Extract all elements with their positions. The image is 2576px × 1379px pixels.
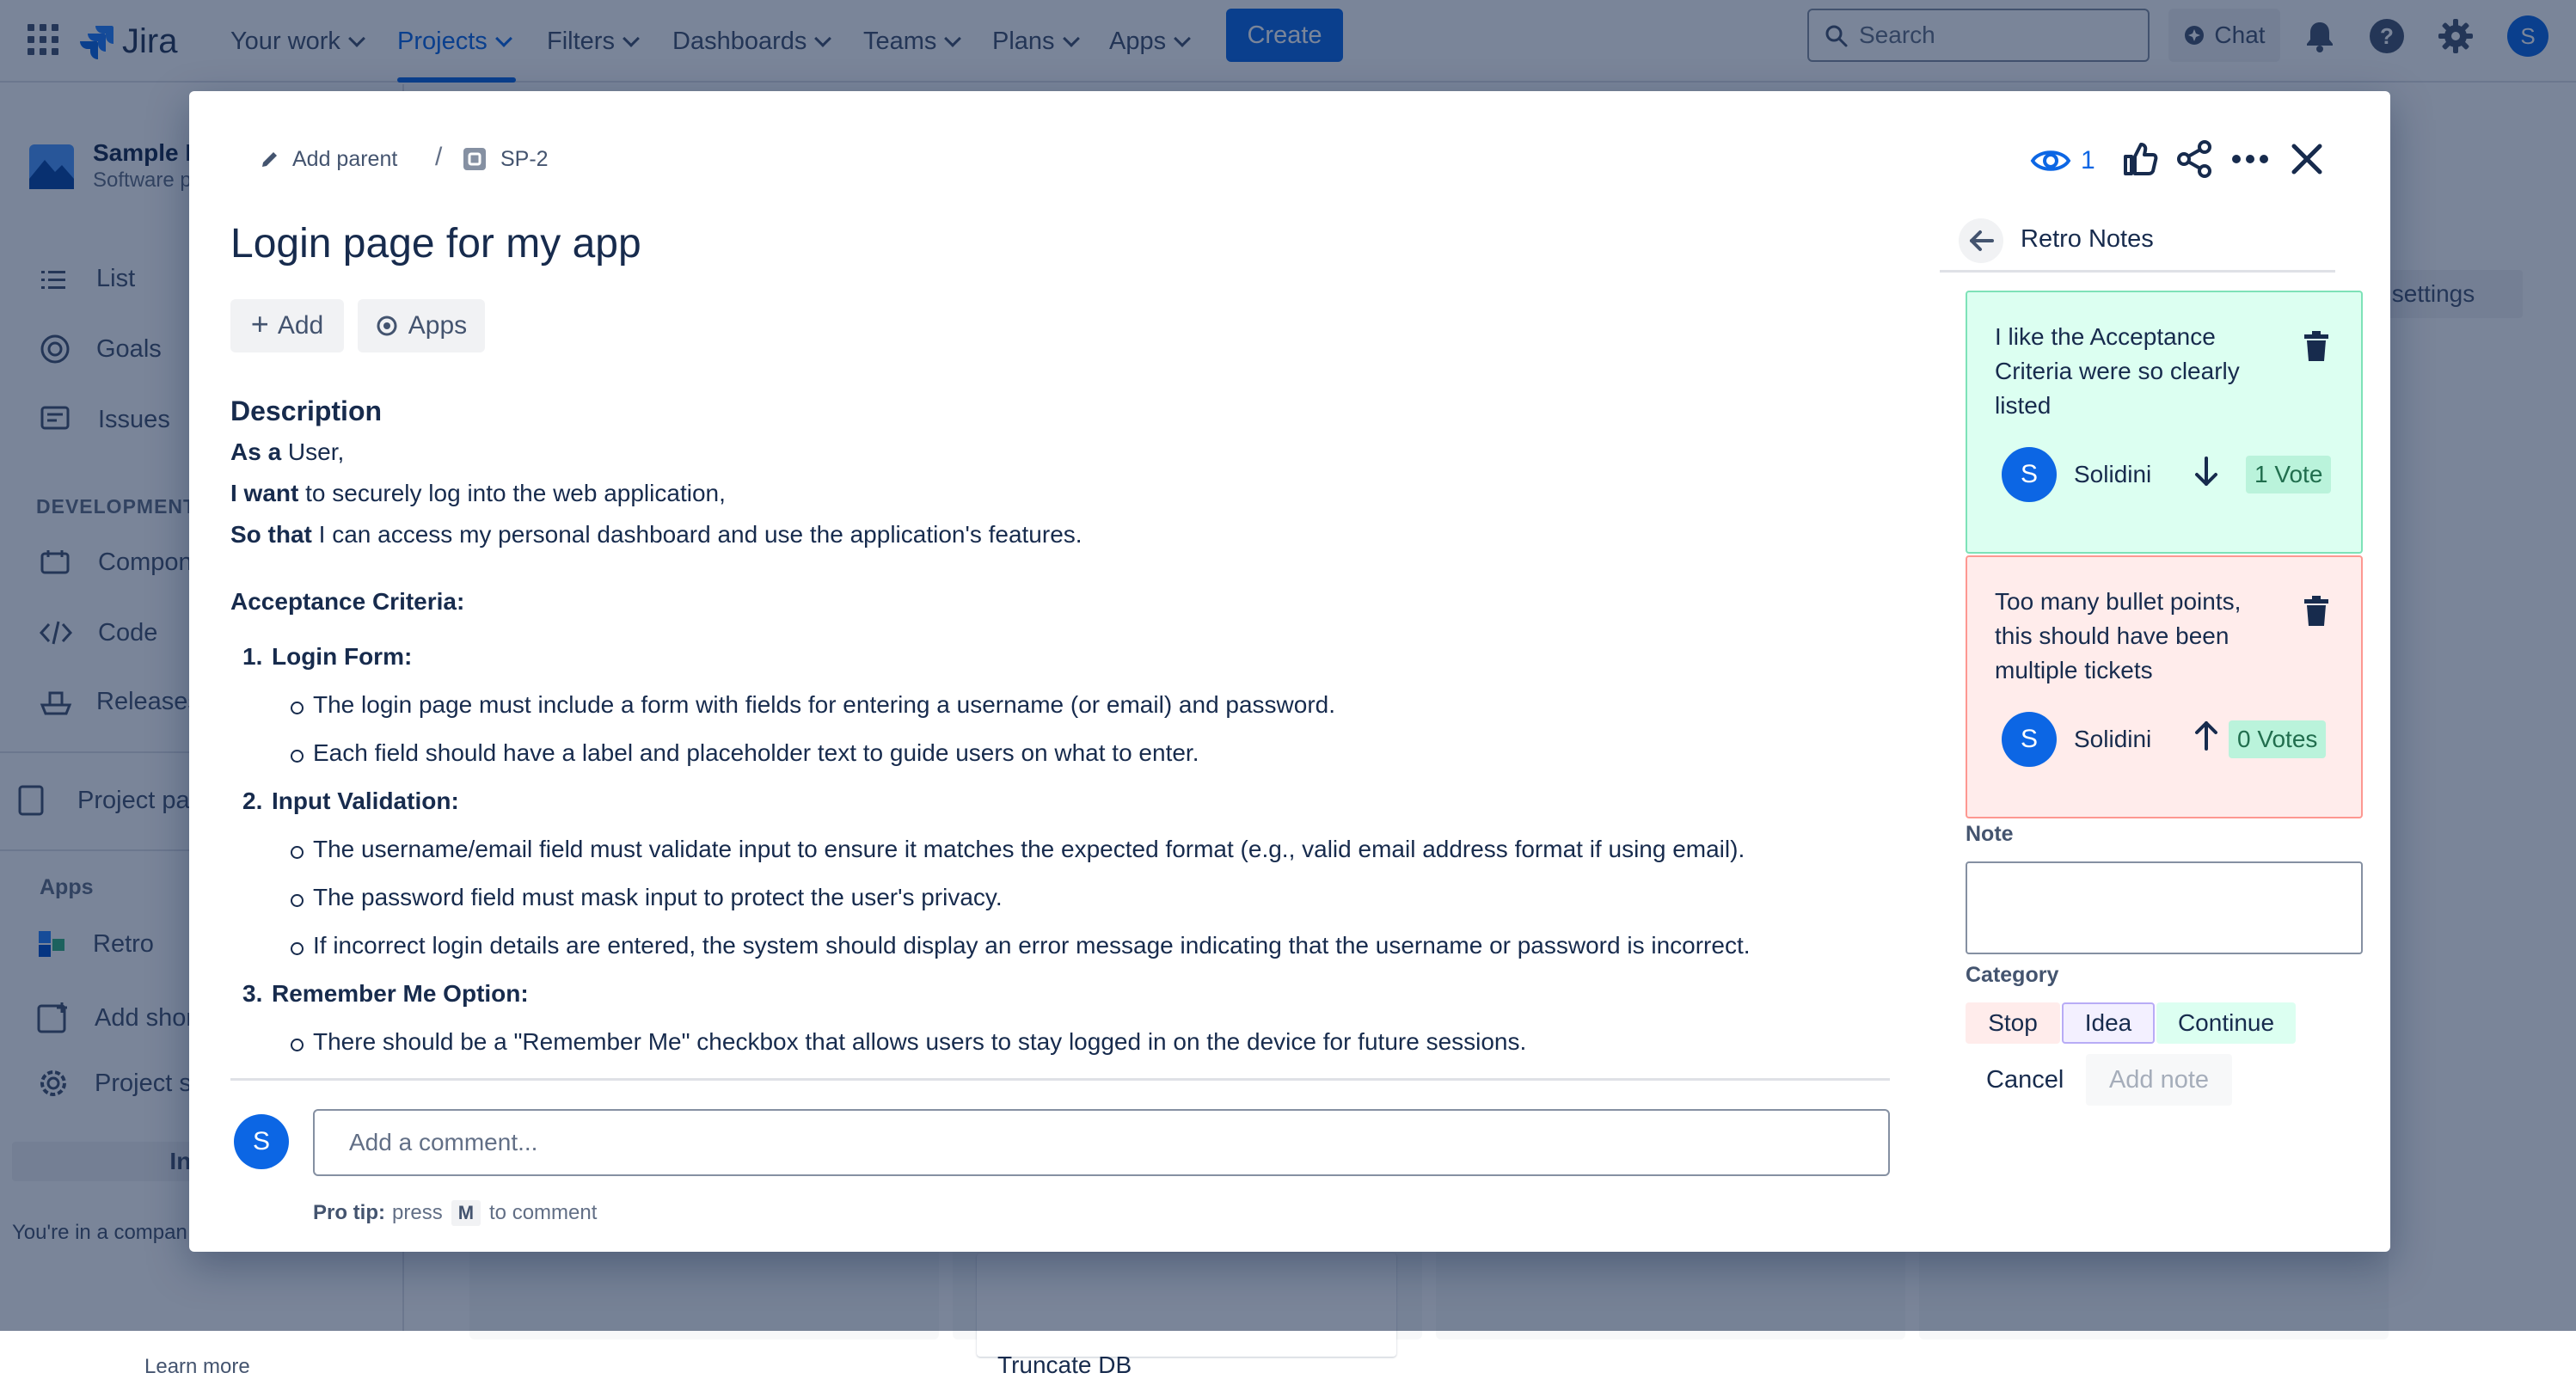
arrow-down-icon[interactable] bbox=[2193, 456, 2220, 488]
learn-more-link[interactable]: Learn more bbox=[144, 1355, 250, 1378]
eye-icon bbox=[2031, 146, 2070, 175]
comment-placeholder: Add a comment... bbox=[349, 1129, 538, 1155]
comment-input[interactable] bbox=[313, 1109, 1890, 1176]
arrow-left-icon bbox=[1968, 230, 1994, 252]
trash-icon[interactable] bbox=[2301, 595, 2332, 628]
note-author-avatar: S bbox=[2002, 712, 2057, 767]
comment-divider bbox=[230, 1078, 1890, 1081]
pro-tip bbox=[313, 1200, 597, 1226]
retro-note-card bbox=[1966, 555, 2363, 818]
note-author-avatar: S bbox=[2002, 447, 2057, 502]
cancel-button[interactable]: Cancel bbox=[1986, 1066, 2064, 1094]
pro-tip-key: M bbox=[451, 1200, 481, 1226]
story-line bbox=[230, 521, 1083, 549]
criterion-bullet: The password field must mask input to protect the user's privacy. bbox=[313, 884, 1003, 910]
close-icon[interactable] bbox=[2289, 141, 2325, 177]
pro-tip-label: Pro tip: bbox=[313, 1201, 385, 1224]
issue-title[interactable]: Login page for my app bbox=[230, 221, 641, 267]
add-parent-button[interactable] bbox=[260, 139, 397, 179]
acceptance-criteria-heading: Acceptance Criteria: bbox=[230, 588, 465, 615]
issue-modal bbox=[189, 91, 2390, 1252]
pro-tip-rest: to comment bbox=[489, 1201, 598, 1224]
add-label: Add bbox=[277, 311, 324, 340]
story-line bbox=[230, 438, 344, 466]
watch-button[interactable] bbox=[2031, 139, 2095, 182]
more-actions-icon[interactable] bbox=[2230, 139, 2270, 179]
category-continue[interactable]: Continue bbox=[2156, 1002, 2296, 1044]
comment-avatar: S bbox=[234, 1114, 289, 1169]
pro-tip-press: press bbox=[392, 1201, 443, 1224]
criterion-title: Input Validation: bbox=[272, 788, 459, 814]
story-keyword: As a bbox=[230, 438, 282, 465]
thumbs-up-icon[interactable] bbox=[2120, 139, 2160, 179]
criterion-number: 1. bbox=[242, 643, 263, 670]
story-text: User, bbox=[281, 438, 345, 465]
criterion-bullet: There should be a "Remember Me" checkbox that allows users to stay logged in on the device for future sessions. bbox=[313, 1028, 1527, 1055]
note-author-name: Solidini bbox=[2074, 461, 2152, 487]
subtask-icon bbox=[463, 147, 487, 171]
category-field-label: Category bbox=[1966, 963, 2059, 987]
apps-icon bbox=[376, 315, 398, 337]
add-note-button[interactable] bbox=[2086, 1054, 2232, 1106]
pencil-icon bbox=[260, 149, 280, 169]
criterion-bullet: Each field should have a label and placeholder text to guide users on what to enter. bbox=[313, 739, 1199, 766]
retro-header-divider bbox=[1940, 270, 2335, 273]
retro-note-text: I like the Acceptance Criteria were so clearly listed bbox=[1995, 323, 2240, 419]
criterion-number: 3. bbox=[242, 980, 263, 1007]
story-text: to securely log into the web application, bbox=[298, 480, 726, 506]
breadcrumb-separator: / bbox=[435, 143, 443, 171]
vote-count-badge: 1 Vote bbox=[2246, 456, 2331, 493]
watch-count: 1 bbox=[2081, 146, 2095, 175]
criterion-bullet: If incorrect login details are entered, the system should display an error message indicating that the username or password is incorrect. bbox=[313, 932, 1751, 959]
note-field-label: Note bbox=[1966, 822, 2014, 846]
retro-panel-title: Retro Notes bbox=[2021, 225, 2154, 253]
trash-icon[interactable] bbox=[2301, 330, 2332, 363]
plus-icon: + bbox=[250, 306, 269, 341]
vote-count-badge: 0 Votes bbox=[2229, 720, 2326, 758]
story-keyword: So that bbox=[230, 521, 312, 548]
story-text: I can access my personal dashboard and use the application's features. bbox=[311, 521, 1083, 548]
share-icon[interactable] bbox=[2175, 139, 2215, 179]
board-card-title: Truncate DB bbox=[997, 1351, 1132, 1378]
retro-back-button[interactable] bbox=[1959, 218, 2003, 263]
criterion-title: Login Form: bbox=[272, 643, 413, 670]
criterion-number: 2. bbox=[242, 788, 263, 814]
issue-key: SP-2 bbox=[500, 146, 549, 171]
criterion-title: Remember Me Option: bbox=[272, 980, 529, 1007]
issue-key-link[interactable] bbox=[463, 139, 549, 179]
category-stop[interactable]: Stop bbox=[1966, 1002, 2060, 1044]
add-note-label: Add note bbox=[2108, 1065, 2210, 1094]
retro-note-card bbox=[1966, 291, 2363, 554]
add-button[interactable] bbox=[230, 299, 344, 352]
criterion-bullet: The username/email field must validate input to ensure it matches the expected format (e.g., valid email address format if using email). bbox=[313, 836, 1745, 862]
arrow-up-icon[interactable] bbox=[2193, 719, 2220, 751]
description-heading: Description bbox=[230, 395, 383, 426]
note-textarea[interactable] bbox=[1966, 861, 2363, 954]
apps-label: Apps bbox=[408, 311, 468, 340]
criterion-bullet: The login page must include a form with fields for entering a username (or email) and password. bbox=[313, 691, 1336, 718]
story-keyword: I want bbox=[230, 480, 299, 506]
note-author-name: Solidini bbox=[2074, 726, 2152, 752]
story-line bbox=[230, 480, 726, 507]
apps-button[interactable] bbox=[358, 299, 485, 352]
retro-note-text: Too many bullet points, this should have been multiple tickets bbox=[1995, 588, 2242, 683]
category-idea[interactable]: Idea bbox=[2062, 1002, 2155, 1044]
add-parent-label: Add parent bbox=[292, 146, 398, 171]
